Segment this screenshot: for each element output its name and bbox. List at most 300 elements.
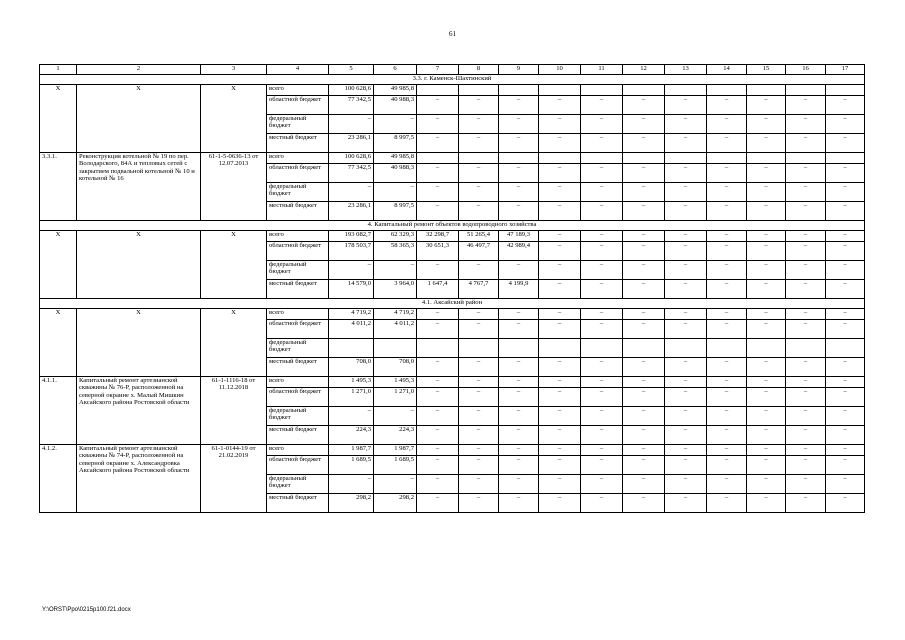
amount-cell: – — [747, 134, 786, 153]
amount-cell — [417, 339, 459, 358]
amount-cell: – — [707, 164, 747, 183]
amount-cell: – — [826, 115, 865, 134]
section-row — [40, 75, 865, 85]
registration-number: 61-1-1116-18 от 11.12.2018 — [201, 377, 267, 445]
amount-cell: 3 964,0 — [374, 280, 417, 299]
registration-number: 61-1-5-0636-13 от 12.07.2013 — [201, 153, 267, 221]
amount-cell: 100 628,6 — [329, 153, 374, 164]
table-row — [40, 309, 865, 320]
amount-cell: – — [374, 475, 417, 494]
amount-cell: 62 329,3 — [374, 231, 417, 242]
amount-cell: – — [499, 320, 539, 339]
amount-cell: – — [707, 309, 747, 320]
amount-cell: – — [707, 242, 747, 261]
budget-source: областной бюджет — [267, 456, 329, 475]
amount-cell: 4 199,9 — [499, 280, 539, 299]
table-row — [40, 377, 865, 388]
amount-cell: – — [623, 164, 665, 183]
amount-cell: – — [581, 309, 623, 320]
amount-cell: – — [707, 456, 747, 475]
amount-cell: – — [786, 202, 826, 221]
amount-cell: – — [539, 280, 581, 299]
object-name: Капитальный ремонт артезианской скважины № 76-Р, расположенной на северной окраине х. Малый Мишкин Аксайского района Ростовской области — [77, 377, 201, 445]
amount-cell: – — [459, 388, 499, 407]
column-number: 12 — [623, 65, 665, 75]
object-name: X — [77, 85, 201, 153]
amount-cell: – — [539, 96, 581, 115]
amount-cell: – — [707, 494, 747, 513]
budget-source: областной бюджет — [267, 164, 329, 183]
amount-cell: – — [417, 309, 459, 320]
item-number: 4.1.2. — [40, 445, 77, 513]
item-number: X — [40, 231, 77, 299]
amount-cell: – — [459, 164, 499, 183]
amount-cell: – — [707, 134, 747, 153]
amount-cell: – — [539, 475, 581, 494]
amount-cell: – — [459, 456, 499, 475]
amount-cell: – — [581, 320, 623, 339]
amount-cell: – — [539, 456, 581, 475]
amount-cell: – — [707, 426, 747, 445]
amount-cell: – — [665, 494, 707, 513]
amount-cell — [417, 153, 459, 164]
amount-cell: – — [665, 445, 707, 456]
amount-cell: – — [581, 456, 623, 475]
amount-cell: – — [499, 358, 539, 377]
amount-cell: – — [499, 183, 539, 202]
amount-cell: – — [826, 164, 865, 183]
amount-cell — [417, 85, 459, 96]
amount-cell: 4 719,2 — [329, 309, 374, 320]
amount-cell: – — [707, 475, 747, 494]
amount-cell: – — [417, 377, 459, 388]
amount-cell: – — [417, 475, 459, 494]
amount-cell: 77 342,5 — [329, 96, 374, 115]
table-row — [40, 445, 865, 456]
amount-cell: – — [459, 309, 499, 320]
amount-cell: – — [459, 426, 499, 445]
amount-cell — [707, 153, 747, 164]
amount-cell: – — [459, 261, 499, 280]
amount-cell: – — [623, 183, 665, 202]
file-path-footer: Y:\ORST\Ppo\0215p100.f21.docx — [42, 607, 131, 613]
amount-cell: – — [499, 426, 539, 445]
amount-cell: – — [499, 202, 539, 221]
amount-cell: – — [826, 388, 865, 407]
amount-cell: – — [747, 358, 786, 377]
amount-cell: – — [459, 202, 499, 221]
amount-cell: – — [623, 377, 665, 388]
amount-cell: – — [747, 242, 786, 261]
item-number: 3.3.1. — [40, 153, 77, 221]
amount-cell: – — [417, 358, 459, 377]
budget-source: федеральный бюджет — [267, 407, 329, 426]
item-number: X — [40, 309, 77, 377]
amount-cell: – — [665, 231, 707, 242]
amount-cell: – — [623, 280, 665, 299]
amount-cell: – — [826, 445, 865, 456]
amount-cell: – — [539, 231, 581, 242]
amount-cell: 51 265,4 — [459, 231, 499, 242]
amount-cell: – — [665, 426, 707, 445]
amount-cell — [459, 153, 499, 164]
amount-cell: – — [581, 358, 623, 377]
amount-cell: – — [826, 242, 865, 261]
amount-cell: – — [665, 358, 707, 377]
amount-cell — [786, 85, 826, 96]
amount-cell: 32 298,7 — [417, 231, 459, 242]
amount-cell: 178 503,7 — [329, 242, 374, 261]
section-title: 3.3. г. Каменск-Шахтинский — [40, 75, 865, 85]
section-title: 4. Капитальный ремонт объектов водопроводного хозяйства — [40, 221, 865, 231]
amount-cell: – — [539, 202, 581, 221]
budget-source: федеральный бюджет — [267, 183, 329, 202]
amount-cell: 224,3 — [374, 426, 417, 445]
amount-cell: – — [623, 426, 665, 445]
amount-cell: – — [786, 407, 826, 426]
amount-cell: 4 719,2 — [374, 309, 417, 320]
amount-cell: – — [459, 494, 499, 513]
column-number: 3 — [201, 65, 267, 75]
amount-cell — [581, 153, 623, 164]
amount-cell: – — [499, 115, 539, 134]
amount-cell: 1 987,7 — [329, 445, 374, 456]
amount-cell: – — [539, 407, 581, 426]
amount-cell: – — [786, 388, 826, 407]
amount-cell: – — [786, 494, 826, 513]
amount-cell — [539, 153, 581, 164]
column-number: 2 — [77, 65, 201, 75]
amount-cell: – — [499, 134, 539, 153]
amount-cell — [747, 339, 786, 358]
budget-source: областной бюджет — [267, 320, 329, 339]
amount-cell: – — [417, 320, 459, 339]
amount-cell — [581, 85, 623, 96]
amount-cell — [623, 153, 665, 164]
registration-number: 61-1-0144-19 от 21.02.2019 — [201, 445, 267, 513]
amount-cell: – — [623, 202, 665, 221]
item-number: X — [40, 85, 77, 153]
amount-cell: – — [623, 309, 665, 320]
amount-cell: – — [623, 320, 665, 339]
amount-cell: – — [581, 377, 623, 388]
amount-cell: – — [417, 388, 459, 407]
amount-cell: – — [665, 183, 707, 202]
amount-cell: – — [581, 388, 623, 407]
amount-cell: – — [786, 426, 826, 445]
budget-source: всего — [267, 231, 329, 242]
amount-cell: – — [417, 183, 459, 202]
budget-source: всего — [267, 445, 329, 456]
amount-cell: 708,0 — [374, 358, 417, 377]
amount-cell: 1 271,0 — [329, 388, 374, 407]
amount-cell: – — [623, 134, 665, 153]
amount-cell: – — [707, 377, 747, 388]
amount-cell: 47 189,3 — [499, 231, 539, 242]
amount-cell — [665, 339, 707, 358]
amount-cell: – — [581, 494, 623, 513]
amount-cell: – — [499, 164, 539, 183]
registration-number: X — [201, 231, 267, 299]
column-number: 16 — [786, 65, 826, 75]
amount-cell: 49 985,8 — [374, 153, 417, 164]
table-row — [40, 231, 865, 242]
amount-cell: – — [581, 115, 623, 134]
budget-source: федеральный бюджет — [267, 115, 329, 134]
amount-cell — [826, 85, 865, 96]
amount-cell: – — [374, 115, 417, 134]
amount-cell: – — [623, 231, 665, 242]
amount-cell: – — [786, 377, 826, 388]
amount-cell: – — [623, 494, 665, 513]
amount-cell: – — [623, 242, 665, 261]
amount-cell: 77 342,5 — [329, 164, 374, 183]
object-name: X — [77, 231, 201, 299]
amount-cell: – — [786, 134, 826, 153]
amount-cell — [581, 339, 623, 358]
budget-source: областной бюджет — [267, 96, 329, 115]
amount-cell: – — [499, 388, 539, 407]
amount-cell — [623, 339, 665, 358]
budget-source: федеральный бюджет — [267, 475, 329, 494]
amount-cell: – — [826, 309, 865, 320]
amount-cell: – — [665, 164, 707, 183]
amount-cell: – — [707, 320, 747, 339]
amount-cell: – — [581, 280, 623, 299]
amount-cell: – — [665, 280, 707, 299]
object-name: Реконструкция котельной № 19 по пер. Володарского, 84А и тепловых сетей с закрытием подвальной котельной № 10 и котельной № 16 — [77, 153, 201, 221]
page-number: 61 — [449, 30, 456, 38]
budget-source: местный бюджет — [267, 202, 329, 221]
amount-cell: – — [665, 475, 707, 494]
column-number: 14 — [707, 65, 747, 75]
amount-cell — [747, 153, 786, 164]
column-number: 17 — [826, 65, 865, 75]
amount-cell: – — [417, 261, 459, 280]
amount-cell: 46 497,7 — [459, 242, 499, 261]
amount-cell: – — [459, 358, 499, 377]
amount-cell: – — [581, 475, 623, 494]
amount-cell: – — [786, 445, 826, 456]
registration-number: X — [201, 85, 267, 153]
amount-cell: – — [539, 164, 581, 183]
amount-cell: 193 082,7 — [329, 231, 374, 242]
amount-cell: – — [707, 407, 747, 426]
amount-cell — [539, 339, 581, 358]
amount-cell: – — [826, 231, 865, 242]
amount-cell: – — [581, 96, 623, 115]
amount-cell: – — [417, 407, 459, 426]
amount-cell: 1 987,7 — [374, 445, 417, 456]
amount-cell: – — [539, 115, 581, 134]
budget-table — [39, 64, 865, 513]
amount-cell: – — [786, 115, 826, 134]
amount-cell: – — [623, 456, 665, 475]
amount-cell: 224,3 — [329, 426, 374, 445]
amount-cell: – — [665, 242, 707, 261]
amount-cell: 42 989,4 — [499, 242, 539, 261]
amount-cell: – — [623, 475, 665, 494]
section-row — [40, 221, 865, 231]
amount-cell: – — [539, 242, 581, 261]
amount-cell: – — [707, 202, 747, 221]
amount-cell — [707, 339, 747, 358]
amount-cell: – — [499, 261, 539, 280]
column-number: 15 — [747, 65, 786, 75]
budget-source: областной бюджет — [267, 242, 329, 261]
amount-cell: 1 647,4 — [417, 280, 459, 299]
amount-cell: – — [417, 164, 459, 183]
budget-source: федеральный бюджет — [267, 339, 329, 358]
amount-cell: – — [707, 231, 747, 242]
amount-cell: – — [747, 426, 786, 445]
budget-source: местный бюджет — [267, 426, 329, 445]
amount-cell: – — [459, 445, 499, 456]
amount-cell: – — [417, 115, 459, 134]
amount-cell: – — [707, 96, 747, 115]
amount-cell: – — [581, 426, 623, 445]
budget-source: федеральный бюджет — [267, 261, 329, 280]
amount-cell: – — [665, 115, 707, 134]
amount-cell: – — [747, 445, 786, 456]
table-body — [40, 65, 865, 513]
amount-cell: – — [539, 388, 581, 407]
column-number-row — [40, 65, 865, 75]
amount-cell: 40 988,3 — [374, 96, 417, 115]
amount-cell: – — [539, 426, 581, 445]
amount-cell: – — [826, 456, 865, 475]
amount-cell: – — [623, 358, 665, 377]
amount-cell: – — [623, 407, 665, 426]
section-row — [40, 299, 865, 309]
amount-cell — [459, 339, 499, 358]
amount-cell: – — [374, 407, 417, 426]
amount-cell — [539, 85, 581, 96]
column-number: 6 — [374, 65, 417, 75]
amount-cell: – — [581, 445, 623, 456]
amount-cell: 298,2 — [329, 494, 374, 513]
amount-cell — [707, 85, 747, 96]
amount-cell — [826, 153, 865, 164]
amount-cell: 23 286,1 — [329, 134, 374, 153]
amount-cell: – — [786, 164, 826, 183]
amount-cell: – — [581, 242, 623, 261]
amount-cell: – — [459, 320, 499, 339]
amount-cell: 8 997,5 — [374, 202, 417, 221]
amount-cell: – — [747, 261, 786, 280]
column-number: 13 — [665, 65, 707, 75]
column-number: 1 — [40, 65, 77, 75]
amount-cell: – — [747, 475, 786, 494]
amount-cell: – — [786, 456, 826, 475]
amount-cell: – — [623, 388, 665, 407]
budget-source: всего — [267, 85, 329, 96]
amount-cell: – — [665, 456, 707, 475]
column-number: 5 — [329, 65, 374, 75]
amount-cell: – — [786, 261, 826, 280]
amount-cell: – — [786, 242, 826, 261]
amount-cell: – — [826, 202, 865, 221]
amount-cell: – — [459, 134, 499, 153]
amount-cell: – — [499, 494, 539, 513]
amount-cell: – — [539, 183, 581, 202]
amount-cell: – — [665, 309, 707, 320]
amount-cell: – — [786, 183, 826, 202]
amount-cell: 4 011,2 — [329, 320, 374, 339]
amount-cell: – — [581, 202, 623, 221]
object-name: X — [77, 309, 201, 377]
amount-cell: – — [826, 261, 865, 280]
amount-cell: – — [417, 426, 459, 445]
section-title: 4.1. Аксайский район — [40, 299, 865, 309]
amount-cell — [499, 339, 539, 358]
amount-cell — [459, 85, 499, 96]
amount-cell: – — [707, 445, 747, 456]
amount-cell: – — [539, 445, 581, 456]
amount-cell: – — [539, 134, 581, 153]
amount-cell: – — [707, 358, 747, 377]
amount-cell: – — [623, 445, 665, 456]
amount-cell: – — [329, 115, 374, 134]
amount-cell: – — [374, 261, 417, 280]
amount-cell: – — [707, 388, 747, 407]
amount-cell: – — [826, 358, 865, 377]
amount-cell: – — [417, 134, 459, 153]
amount-cell: – — [539, 309, 581, 320]
amount-cell: – — [747, 377, 786, 388]
amount-cell: 14 579,0 — [329, 280, 374, 299]
amount-cell: – — [459, 115, 499, 134]
amount-cell: – — [786, 475, 826, 494]
item-number: 4.1.1. — [40, 377, 77, 445]
column-number: 8 — [459, 65, 499, 75]
amount-cell: – — [747, 96, 786, 115]
amount-cell: – — [374, 183, 417, 202]
amount-cell: – — [623, 96, 665, 115]
amount-cell — [499, 85, 539, 96]
table-row — [40, 153, 865, 164]
amount-cell: – — [499, 96, 539, 115]
budget-source: местный бюджет — [267, 134, 329, 153]
amount-cell: – — [499, 407, 539, 426]
amount-cell: – — [826, 426, 865, 445]
amount-cell: – — [786, 309, 826, 320]
amount-cell: – — [707, 115, 747, 134]
amount-cell: – — [665, 96, 707, 115]
amount-cell: – — [707, 183, 747, 202]
budget-source: местный бюджет — [267, 358, 329, 377]
amount-cell — [665, 85, 707, 96]
amount-cell: – — [786, 96, 826, 115]
amount-cell — [499, 153, 539, 164]
amount-cell: – — [539, 494, 581, 513]
amount-cell: 298,2 — [374, 494, 417, 513]
amount-cell: – — [747, 115, 786, 134]
amount-cell: 1 495,3 — [329, 377, 374, 388]
amount-cell: – — [826, 183, 865, 202]
amount-cell: – — [499, 456, 539, 475]
amount-cell: – — [329, 407, 374, 426]
amount-cell: – — [329, 183, 374, 202]
amount-cell: – — [707, 261, 747, 280]
amount-cell: – — [417, 456, 459, 475]
amount-cell: – — [826, 475, 865, 494]
amount-cell: – — [417, 96, 459, 115]
amount-cell: – — [581, 134, 623, 153]
amount-cell: – — [665, 320, 707, 339]
amount-cell: – — [499, 377, 539, 388]
budget-source: местный бюджет — [267, 494, 329, 513]
